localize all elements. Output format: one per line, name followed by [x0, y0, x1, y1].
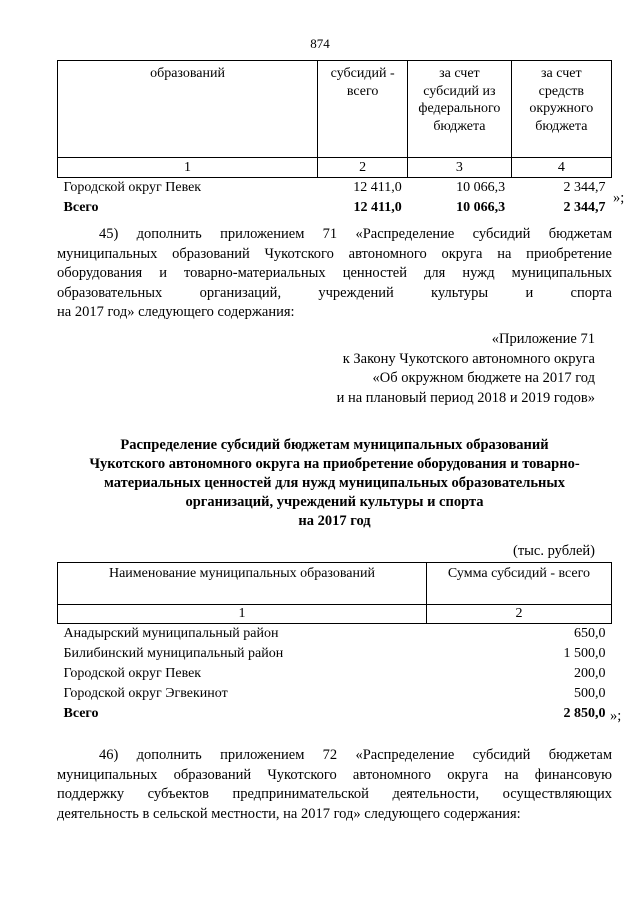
table-row [58, 178, 612, 199]
table-row [58, 684, 612, 704]
title-line: на 2017 год [298, 513, 371, 529]
appendix-line: и на плановый период 2018 и 2019 годов» [336, 389, 595, 406]
column-number: 4 [511, 158, 611, 178]
appendix-line: к Закону Чукотского автономного округа [342, 350, 595, 367]
paragraph-line: оборудования и товарно-материальных ценностей для нужд муниципальных [57, 265, 612, 281]
header-cell [511, 61, 611, 158]
municipality-name: Городской округ Певек [63, 180, 202, 195]
table-row [58, 624, 612, 645]
title-line: организаций, учреждений культуры и спорта [185, 494, 484, 510]
municipality-name: Городской округ Эгвекинот [63, 686, 228, 701]
closing-quote: »; [610, 708, 622, 724]
paragraph-line: муниципальных образований Чукотского автономного округа на приобретение [57, 245, 612, 262]
paragraph-line: 46) дополнить приложением 72 «Распределение субсидий бюджетам [99, 747, 612, 763]
table-header-row [58, 61, 612, 158]
column-number: 3 [408, 158, 511, 178]
subsidy-federal: 10 066,3 [456, 180, 506, 195]
units-label: (тыс. рублей) [513, 543, 595, 559]
total-label: Всего [63, 706, 99, 721]
title-line: Распределение субсидий бюджетам муниципальных образований [120, 437, 549, 453]
subsidy-district: 2 344,7 [563, 180, 606, 195]
municipality-name: Анадырский муниципальный район [63, 626, 279, 641]
header-text: субсидий - всего [330, 66, 395, 99]
header-cell [408, 61, 511, 158]
column-number-row [58, 158, 612, 178]
appendix-line: «Об окружном бюджете на 2017 год [372, 370, 595, 386]
header-cell: Сумма субсидий - всего [426, 563, 611, 605]
paragraph-line: деятельность в сельской местности, на 2017 год» следующего содержания: [57, 805, 521, 822]
table-row [58, 664, 612, 684]
paragraph-line: на 2017 год» следующего содержания: [57, 304, 295, 320]
title-line: материальных ценностей для нужд муниципальных образовательных [104, 475, 565, 491]
subsidy-total: 12 411,0 [353, 180, 402, 195]
column-number-row [58, 605, 612, 624]
subsidy-sum: 650,0 [574, 626, 606, 641]
appendix-header [337, 330, 595, 408]
header-cell: Наименование муниципальных образований [58, 563, 427, 605]
total-row [58, 704, 612, 724]
subsidy-sum: 500,0 [574, 686, 606, 701]
subsidy-sum: 200,0 [574, 666, 606, 681]
title-line: Чукотского автономного округа на приобретение оборудования и товарно- [89, 456, 580, 472]
header-text: за счет средств окружного бюджета [529, 66, 594, 134]
column-number: 1 [58, 158, 318, 178]
total-sum: 2 850,0 [563, 706, 606, 721]
municipality-name: Билибинский муниципальный район [63, 646, 284, 661]
subsidy-table-top [57, 60, 612, 218]
column-number: 2 [318, 158, 408, 178]
municipality-name: Городской округ Певек [63, 666, 202, 681]
paragraph-46 [57, 746, 612, 824]
page-number: 874 [310, 36, 330, 51]
closing-quote: »; [613, 190, 625, 206]
total-label: Всего [63, 200, 99, 215]
total-federal: 10 066,3 [456, 200, 506, 215]
header-cell: образований [58, 61, 318, 158]
paragraph-line: поддержку субъектов предпринимательской деятельности, осуществляющих [57, 786, 612, 802]
total-district: 2 344,7 [563, 200, 606, 215]
column-number: 1 [58, 605, 427, 624]
document-title [57, 436, 612, 531]
total-row [58, 198, 612, 218]
header-cell [318, 61, 408, 158]
table-row [58, 644, 612, 664]
table-header-row [58, 563, 612, 605]
paragraph-line: образовательных организаций, учреждений культуры и спорта [57, 284, 612, 301]
paragraph-line: муниципальных образований Чукотского автономного округа на финансовую [57, 766, 612, 783]
appendix-line: «Приложение 71 [491, 331, 595, 347]
subsidy-sum: 1 500,0 [563, 646, 606, 661]
total-sum: 12 411,0 [353, 200, 402, 215]
subsidy-table [57, 562, 612, 724]
header-text: за счет субсидий из федерального бюджета [418, 66, 501, 134]
paragraph-line: 45) дополнить приложением 71 «Распределение субсидий бюджетам [99, 226, 612, 242]
paragraph-45 [57, 225, 612, 323]
column-number: 2 [426, 605, 611, 624]
